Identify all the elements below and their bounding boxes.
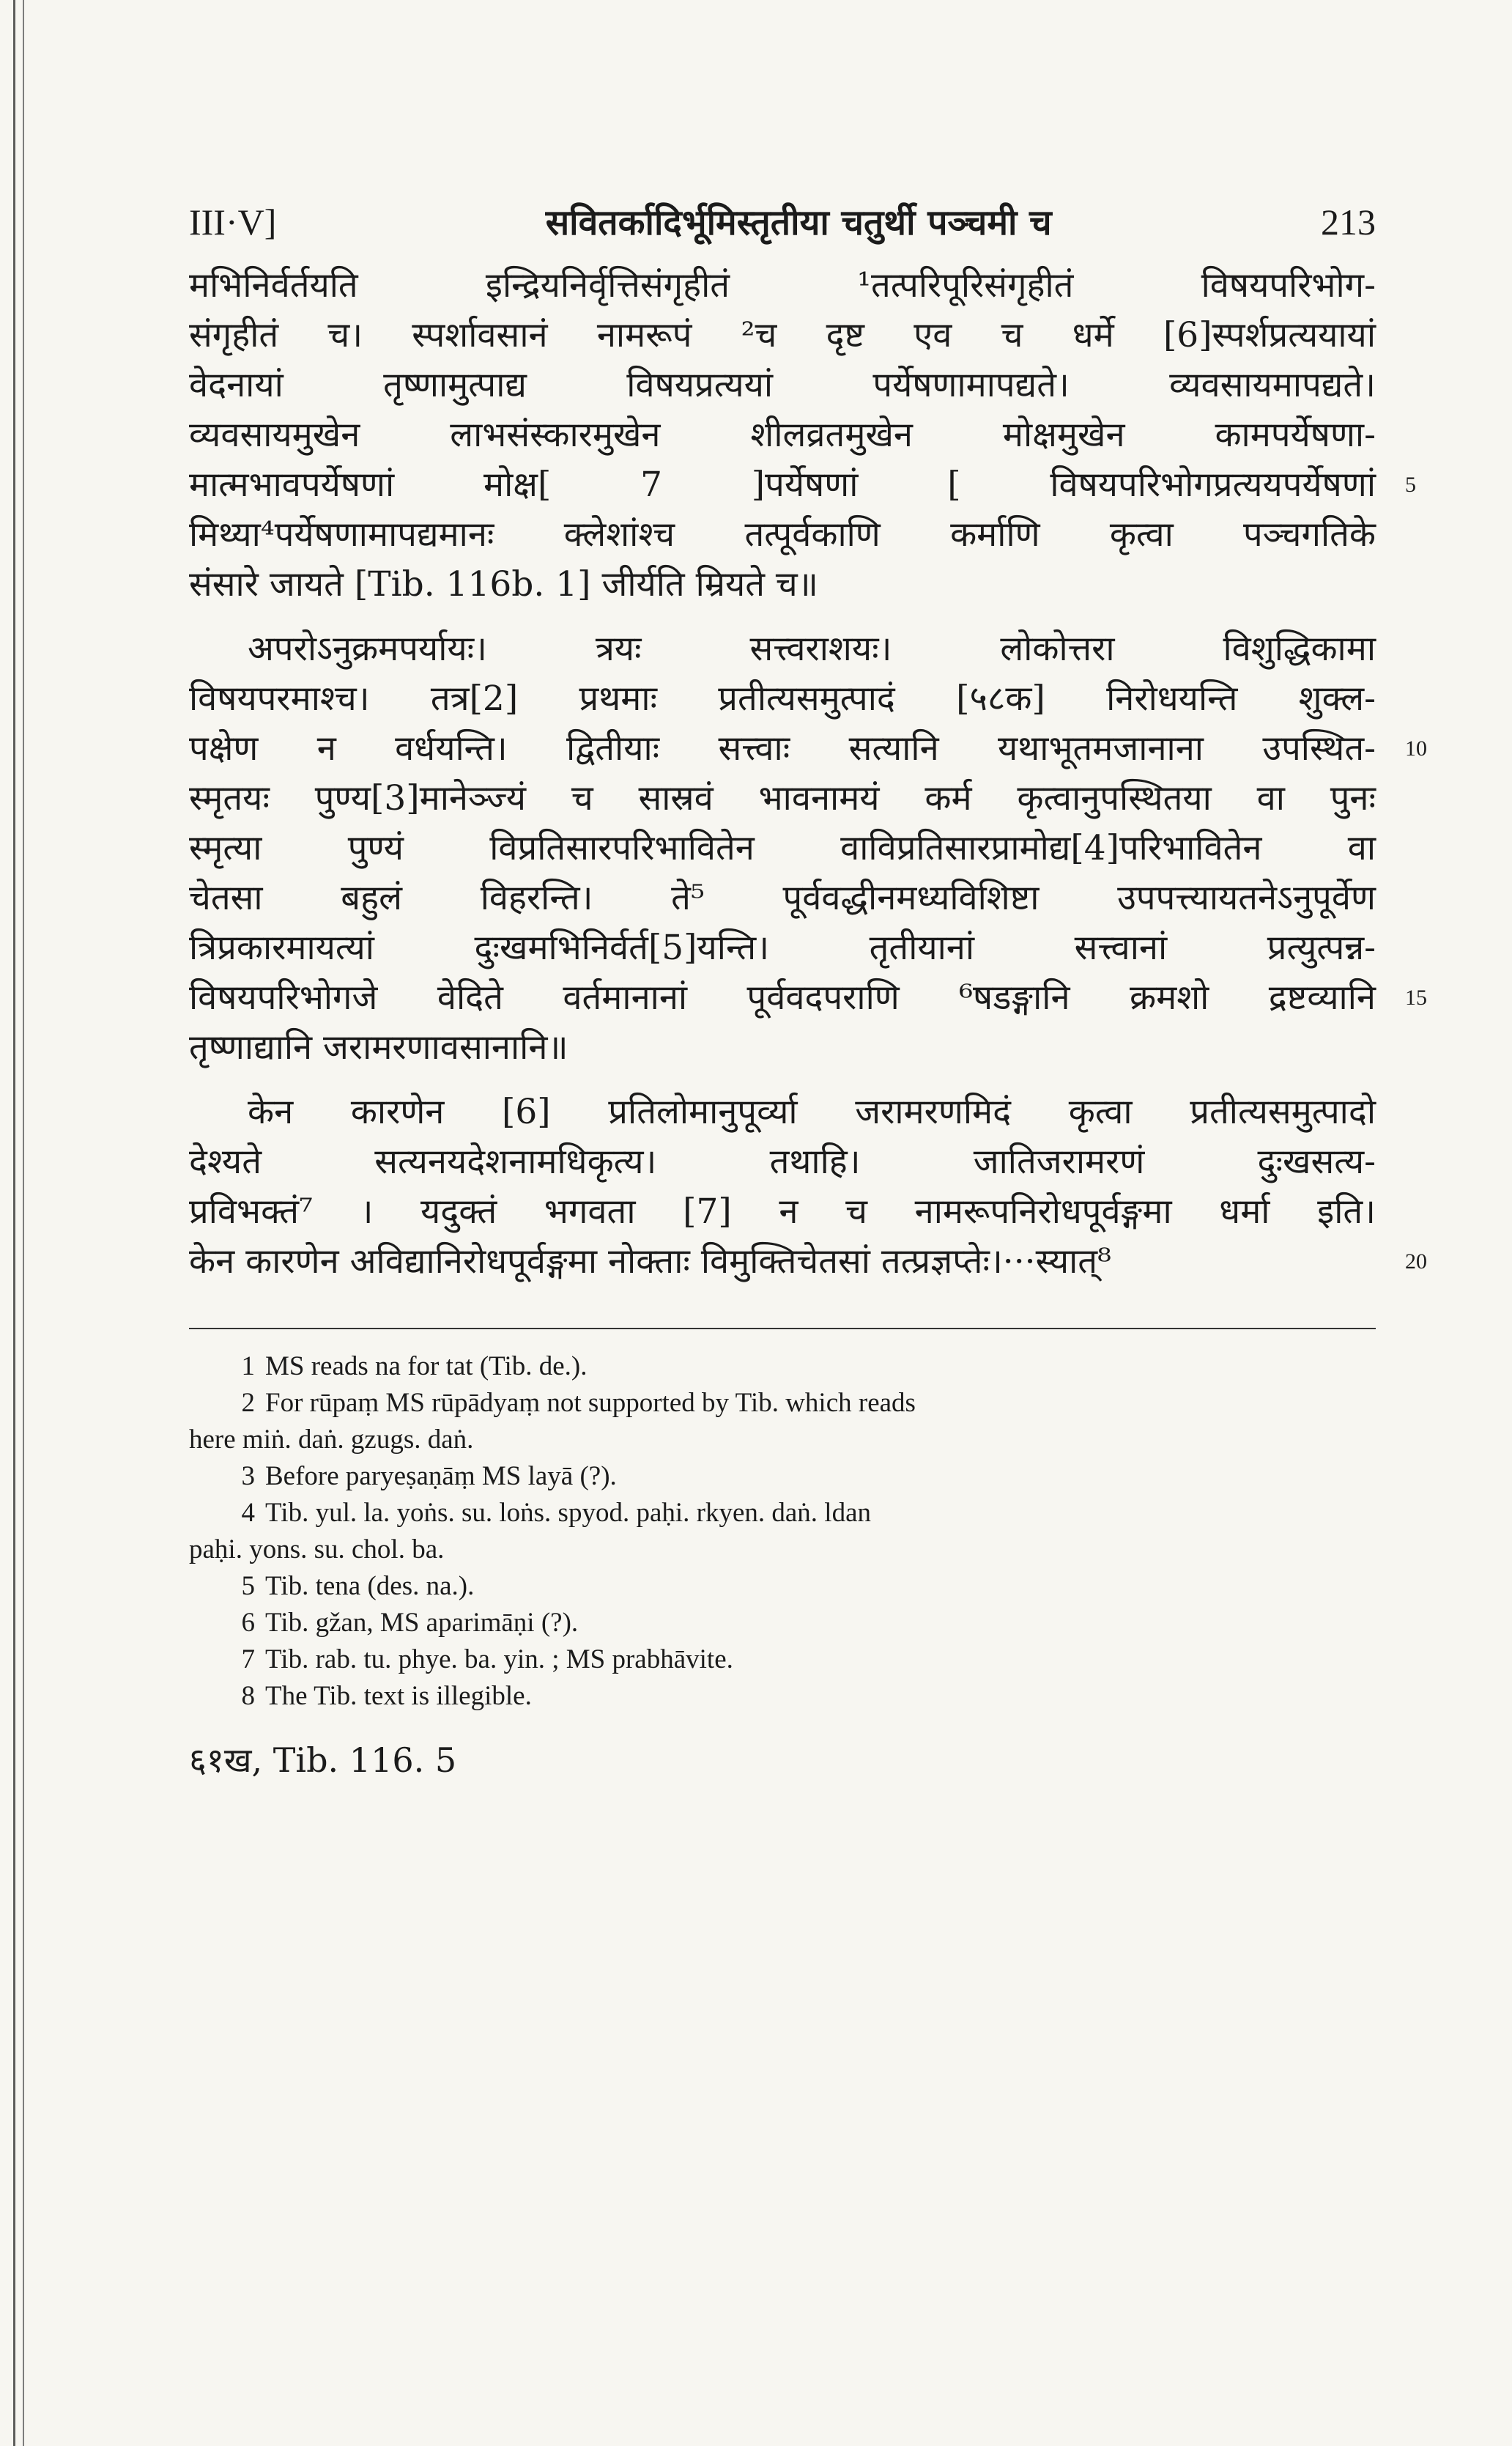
text-line: [189, 774, 1376, 824]
line-text: केन कारणेन अविद्यानिरोधपूर्वङ्गमा नोक्ताः विमुक्तिचेतसां तत्प्रज्ञप्तेः।···स्यात्⁸: [189, 1241, 1111, 1282]
signature-mark: ६१ख, Tib. 116. 5: [189, 1740, 457, 1780]
footnote-number: 3: [241, 1461, 255, 1491]
text-line: [189, 261, 1376, 311]
footnote-text: Before paryeṣaṇāṃ MS layā (?).: [265, 1461, 617, 1491]
text-line: [189, 361, 1376, 410]
footnote-number: 6: [241, 1608, 255, 1638]
footnote-number: 7: [241, 1644, 255, 1674]
paragraph: [189, 624, 1427, 1073]
text-line: [189, 410, 1376, 460]
line-text: केन कारणेन [6] प्रतिलोमानुपूर्व्या जरामरणमिदं कृत्वा प्रतीत्यसमुत्पादो: [248, 1092, 1376, 1132]
footnote-text: Tib. gžan, MS aparimāṇi (?).: [265, 1608, 579, 1638]
line-text: मिथ्या⁴पर्येषणामापद्यमानः क्लेशांश्च तत्पूर्वकाणि कर्माणि कृत्वा पञ्चगतिके: [189, 514, 1376, 555]
footnote-text: The Tib. text is illegible.: [265, 1681, 532, 1711]
line-text: विषयपरिभोगजे वेदिते वर्तमानानां पूर्ववदपराणि ⁶षडङ्गानि क्रमशो द्रष्टव्यानि: [189, 978, 1376, 1018]
text-line: [189, 873, 1376, 923]
footnote: [189, 1641, 1376, 1678]
footnote-text: here miṅ. daṅ. gzugs. daṅ.: [189, 1425, 474, 1455]
footnote: [189, 1495, 1376, 1531]
footnote-text: Tib. yul. la. yoṅs. su. loṅs. spyod. paḥi. rkyen. daṅ. ldan: [265, 1498, 872, 1528]
paragraph: [189, 261, 1416, 610]
line-text: स्मृतयः पुण्य[3]मानेञ्ज्यं च सास्रवं भावनामयं कर्म कृत्वानुपस्थितया वा पुनः: [189, 778, 1376, 819]
footnote-rule: [189, 1328, 1376, 1329]
line-number: 5: [1405, 473, 1416, 497]
footnote-number: 2: [241, 1388, 255, 1418]
page-binding-edge: [13, 0, 24, 2446]
footnote: [189, 1531, 1376, 1568]
text-line: [189, 510, 1376, 560]
text-line: [189, 1137, 1376, 1187]
line-text: तृष्णाद्यानि जरामरणावसानानि॥: [189, 1027, 568, 1068]
paragraph: [189, 1087, 1427, 1287]
footnotes: [189, 1348, 1376, 1715]
line-text: चेतसा बहुलं विहरन्ति। ते⁵ पूर्ववद्धीनमध्यविशिष्टा उपपत्त्यायतनेऽनुपूर्वेण: [189, 878, 1376, 918]
text-line: [189, 973, 1427, 1023]
line-text: प्रविभक्तं⁷ । यदुक्तं भगवता [7] न च नामरूपनिरोधपूर्वङ्गमा धर्मा इति।: [189, 1191, 1376, 1232]
footnote: [189, 1422, 1376, 1458]
line-number: 15: [1405, 986, 1427, 1010]
line-text: अपरोऽनुक्रमपर्यायः। त्रयः सत्त्वराशयः। लोकोत्तरा विशुद्धिकामा: [248, 629, 1376, 669]
line-text: देश्यते सत्यनयदेशनामधिकृत्य। तथाहि। जातिजरामरणं दुःखसत्य-: [189, 1142, 1376, 1182]
text-line: [189, 923, 1376, 973]
line-number: 20: [1405, 1249, 1427, 1274]
footnote-text: paḥi. yons. su. chol. ba.: [189, 1534, 445, 1564]
text-line: [189, 674, 1376, 724]
line-text: पक्षेण न वर्धयन्ति। द्वितीयाः सत्त्वाः सत्यानि यथाभूतमजानाना उपस्थित-: [189, 728, 1376, 769]
line-text: त्रिप्रकारमायत्यां दुःखमभिनिर्वर्त[5]यन्ति। तृतीयानां सत्त्वानां प्रत्युत्पन्न-: [189, 928, 1376, 968]
text-line: [189, 460, 1416, 510]
line-text: विषयपरमाश्च। तत्र[2] प्रथमाः प्रतीत्यसमुत्पादं [५८क] निरोधयन्ति शुक्ल-: [189, 679, 1376, 719]
footnote: [189, 1605, 1376, 1641]
text-line: [189, 824, 1376, 873]
footnote-number: 8: [241, 1681, 255, 1711]
text-line: [189, 724, 1427, 774]
footnote: [189, 1678, 1376, 1715]
text-line: [189, 1187, 1376, 1237]
footnote: [189, 1568, 1376, 1605]
footnote-text: For rūpaṃ MS rūpādyaṃ not supported by Tib. which reads: [265, 1388, 916, 1418]
line-text: मात्मभावपर्येषणां मोक्ष[ 7 ]पर्येषणां [ विषयपरिभोगप्रत्ययपर्येषणां: [189, 465, 1376, 505]
footnote-number: 5: [241, 1571, 255, 1601]
line-text: वेदनायां तृष्णामुत्पाद्य विषयप्रत्ययां पर्येषणामापद्यते। व्यवसायमापद्यते।: [189, 365, 1376, 405]
line-text: संगृहीतं च। स्पर्शावसानं नामरूपं ²च दृष्ट एव च धर्मे [6]स्पर्शप्रत्ययायां: [189, 315, 1376, 355]
section-number: III·V]: [189, 202, 277, 243]
text-line: [189, 560, 1376, 610]
text-line: [189, 311, 1376, 361]
footnote: [189, 1385, 1376, 1422]
text-line: [189, 1237, 1427, 1287]
footnote-text: Tib. tena (des. na.).: [265, 1571, 475, 1601]
text-line: [189, 624, 1376, 674]
page-number: 213: [1321, 202, 1376, 243]
line-text: व्यवसायमुखेन लाभसंस्कारमुखेन शीलव्रतमुखेन मोक्षमुखेन कामपर्येषणा-: [189, 415, 1376, 455]
footnote-number: 1: [241, 1351, 255, 1381]
footnote-text: MS reads na for tat (Tib. de.).: [265, 1351, 588, 1381]
footnote: [189, 1348, 1376, 1385]
footnote: [189, 1458, 1376, 1495]
running-head: [189, 198, 1376, 258]
page: [189, 198, 1427, 1782]
text-line: [189, 1023, 1376, 1073]
footnote-number: 4: [241, 1498, 255, 1528]
footnote-text: Tib. rab. tu. phye. ba. yin. ; MS prabhāvite.: [265, 1644, 733, 1674]
text-line: [189, 1087, 1376, 1137]
running-title: सवितर्कादिर्भूमिस्तृतीया चतुर्थी पञ्चमी च: [545, 202, 1052, 243]
line-text: संसारे जायते [Tib. 116b. 1] जीर्यति म्रियते च॥: [189, 564, 818, 605]
main-text: [189, 261, 1427, 1287]
line-number: 10: [1405, 736, 1427, 761]
line-text: मभिनिर्वर्तयति इन्द्रियनिर्वृत्तिसंगृहीतं ¹तत्परिपूरिसंगृहीतं विषयपरिभोग-: [189, 265, 1376, 306]
line-text: स्मृत्या पुण्यं विप्रतिसारपरिभावितेन वाविप्रतिसारप्रामोद्य[4]परिभावितेन वा: [189, 828, 1376, 868]
